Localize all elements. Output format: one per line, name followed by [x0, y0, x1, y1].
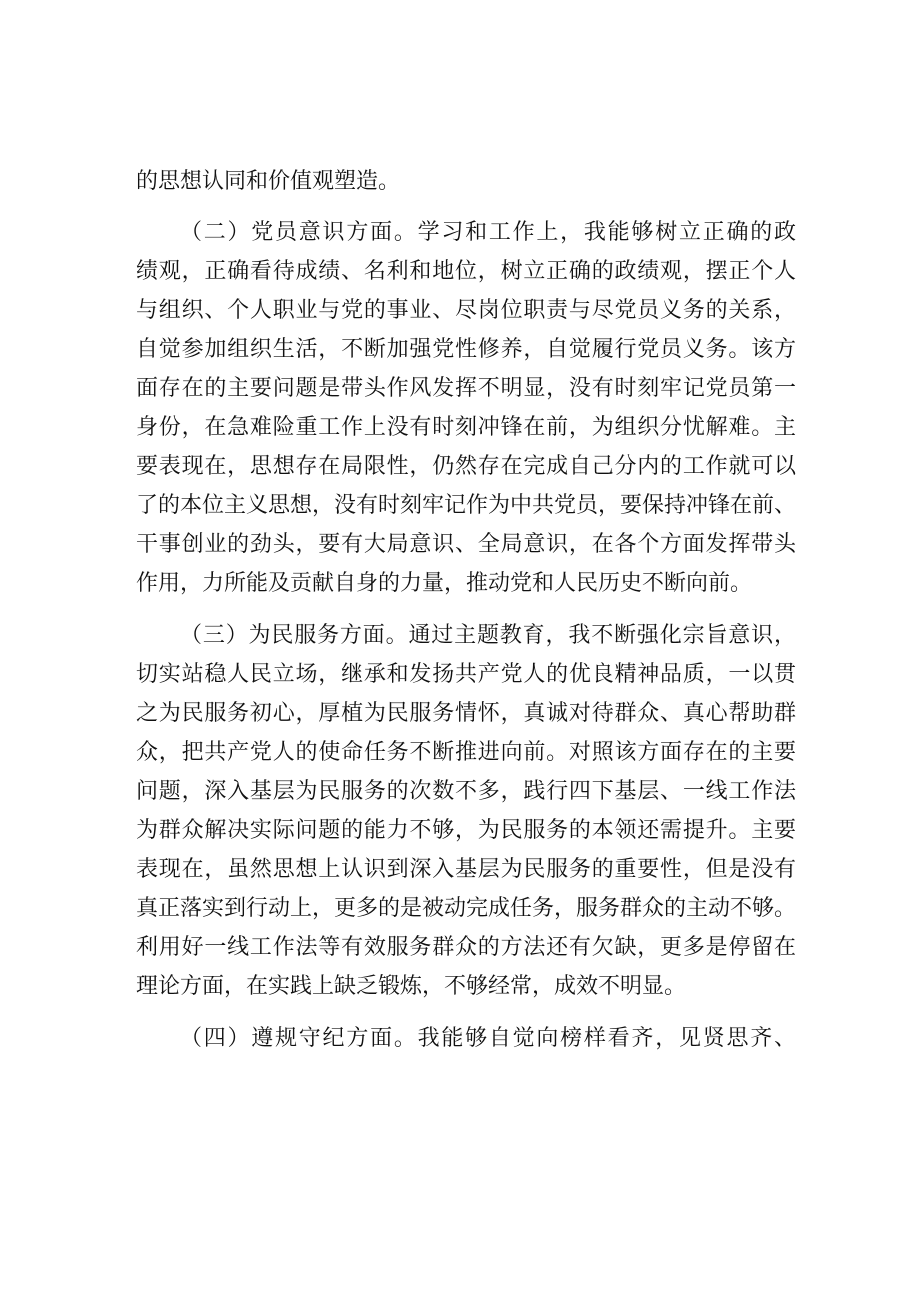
- text-line: 真正落实到行动上，更多的是被动完成任务，服务群众的主动不够。: [136, 896, 796, 921]
- text-line: 干事创业的劲头，要有大局意识、全局意识，在各个方面发挥带头: [136, 532, 796, 557]
- text-line: 要表现在，思想存在局限性，仍然存在完成自己分内的工作就可以: [136, 454, 796, 479]
- text-line: 绩观，正确看待成绩、名利和地位，树立正确的政绩观，摆正个人: [136, 259, 796, 284]
- text-line: 自觉参加组织生活，不断加强党性修养，自觉履行党员义务。该方: [136, 337, 796, 362]
- text-line: 众，把共产党人的使命任务不断推进向前。对照该方面存在的主要: [136, 740, 796, 765]
- paragraph-heading-line: （二）党员意识方面。学习和工作上，我能够树立正确的政: [180, 220, 796, 245]
- text-line: 身份，在急难险重工作上没有时刻冲锋在前，为组织分忧解难。主: [136, 415, 796, 440]
- text-line: 表现在，虽然思想上认识到深入基层为民服务的重要性，但是没有: [136, 857, 796, 882]
- text-line: 利用好一线工作法等有效服务群众的方法还有欠缺，更多是停留在: [136, 935, 796, 960]
- text-line: 为群众解决实际问题的能力不够，为民服务的本领还需提升。主要: [136, 818, 796, 843]
- text-line: 理论方面，在实践上缺乏锻炼，不够经常，成效不明显。: [136, 974, 687, 999]
- text-line: 面存在的主要问题是带头作风发挥不明显，没有时刻牢记党员第一: [136, 376, 796, 401]
- text-line: 之为民服务初心，厚植为民服务情怀，真诚对待群众、真心帮助群: [136, 701, 796, 726]
- text-line: 问题，深入基层为民服务的次数不多，践行四下基层、一线工作法: [136, 779, 796, 804]
- text-line: 的思想认同和价值观塑造。: [136, 169, 401, 194]
- text-line: 作用，力所能及贡献自身的力量，推动党和人民历史不断向前。: [136, 571, 753, 596]
- paragraph-heading-line: （四）遵规守纪方面。我能够自觉向榜样看齐，见贤思齐、: [180, 1026, 796, 1051]
- text-line: 与组织、个人职业与党的事业、尽岗位职责与尽党员义务的关系，: [136, 298, 796, 323]
- text-line: 了的本位主义思想，没有时刻牢记作为中共党员，要保持冲锋在前、: [136, 493, 796, 518]
- paragraph-heading-line: （三）为民服务方面。通过主题教育，我不断强化宗旨意识，: [180, 623, 796, 648]
- text-line: 切实站稳人民立场，继承和发扬共产党人的优良精神品质，一以贯: [136, 662, 796, 687]
